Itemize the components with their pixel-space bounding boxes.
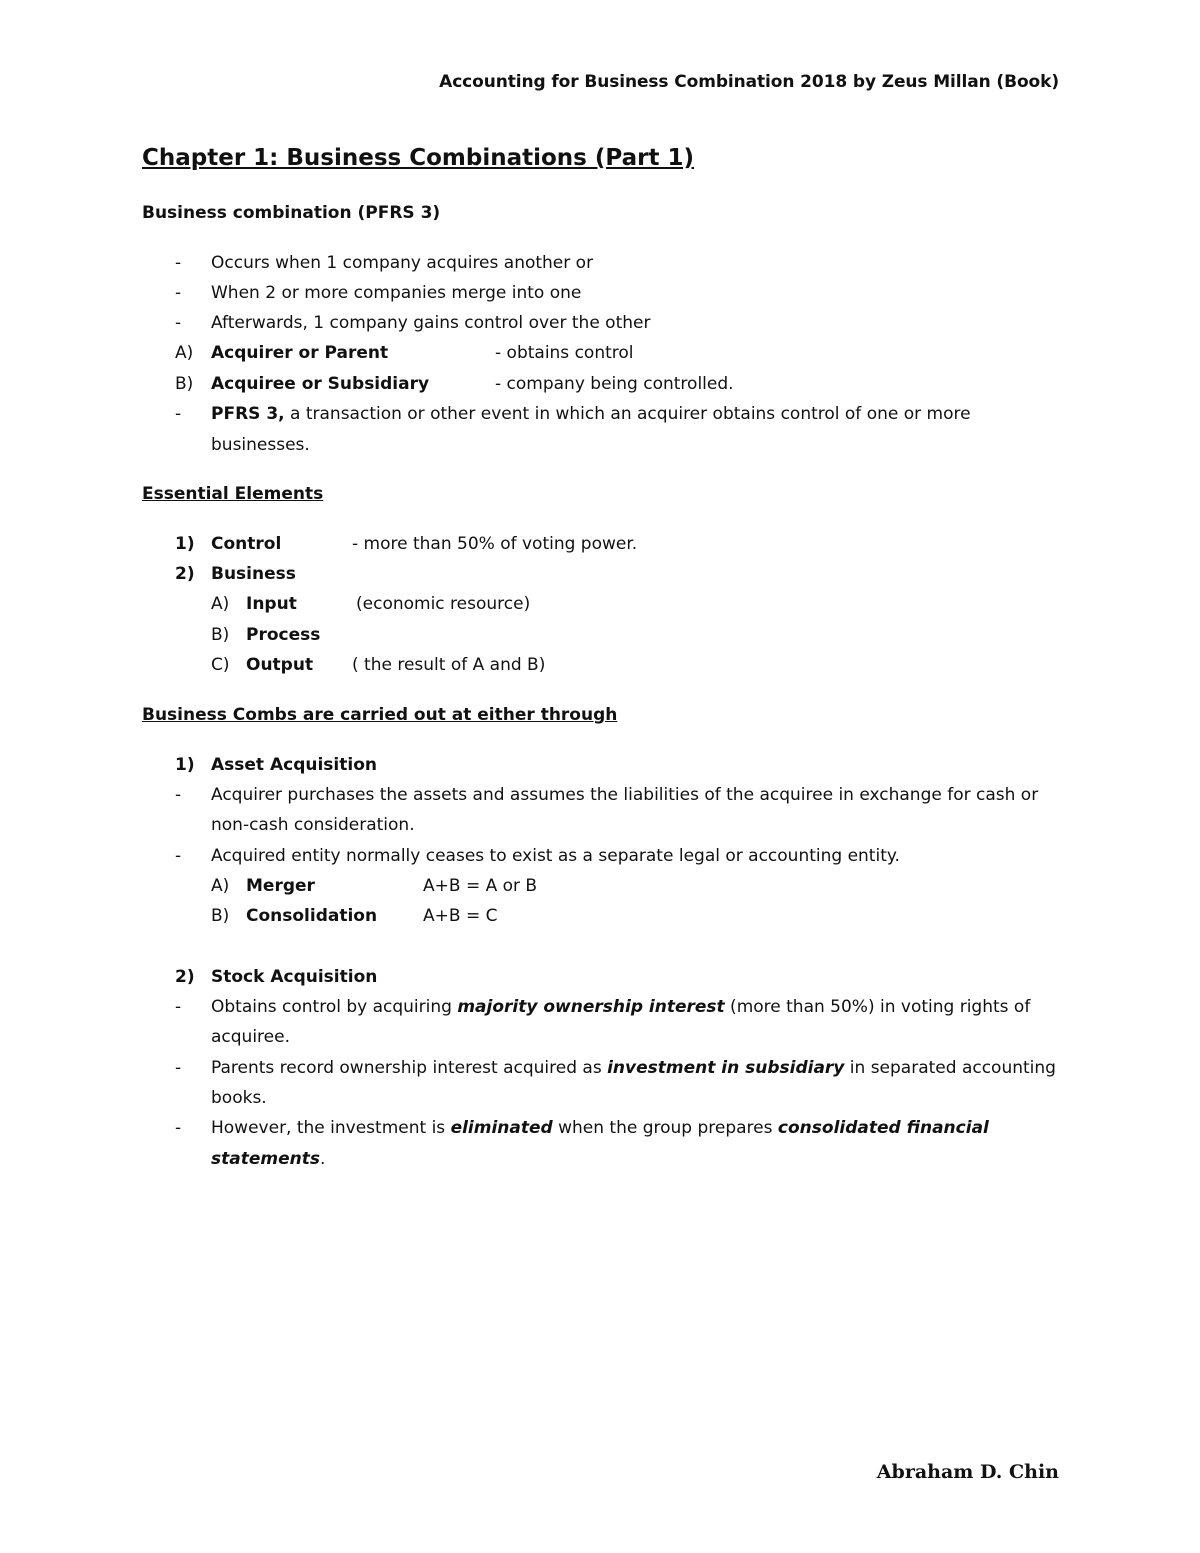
bullet-marker: - <box>175 404 182 424</box>
acquiree-desc: - company being controlled. <box>495 374 734 394</box>
pfrs-text: a transaction or other event in which an acquirer obtains control of one or more <box>284 404 971 424</box>
control-desc: - more than 50% of voting power. <box>352 534 638 554</box>
control-term: Control <box>211 534 282 554</box>
business-term: Business <box>211 564 296 584</box>
merger-term: Merger <box>246 876 315 896</box>
emphasis-text: consolidated financial <box>777 1118 989 1138</box>
list-item: Occurs when 1 company acquires another or <box>211 253 594 273</box>
pfrs-definition <box>211 404 971 424</box>
section-heading-essential-elements: Essential Elements <box>142 484 324 504</box>
asset-acquisition-title: Asset Acquisition <box>211 755 377 775</box>
list-item-cont <box>211 1149 325 1169</box>
list-marker: B) <box>211 625 230 645</box>
input-desc: (economic resource) <box>356 594 531 614</box>
list-item: Acquirer purchases the assets and assumes the liabilities of the acquiree in exchange for cash or <box>211 785 1039 805</box>
list-item: When 2 or more companies merge into one <box>211 283 582 303</box>
bullet-marker: - <box>175 253 182 273</box>
emphasis-text: majority ownership interest <box>457 997 725 1017</box>
list-marker: B) <box>175 374 194 394</box>
list-item-cont: acquiree. <box>211 1027 290 1047</box>
bullet-marker: - <box>175 1058 182 1078</box>
emphasis-text: eliminated <box>450 1118 553 1138</box>
list-item-cont: books. <box>211 1088 267 1108</box>
text-run: . <box>319 1149 326 1169</box>
list-item-cont: non-cash consideration. <box>211 815 415 835</box>
section-heading-business-combination: Business combination (PFRS 3) <box>142 203 441 223</box>
text-run: when the group prepares <box>552 1118 778 1138</box>
text-run: However, the investment is <box>211 1118 451 1138</box>
process-term: Process <box>246 625 321 645</box>
chapter-title: Chapter 1: Business Combinations (Part 1) <box>142 145 694 171</box>
output-term: Output <box>246 655 314 675</box>
emphasis-text: statements <box>211 1149 320 1169</box>
emphasis-text: investment in subsidiary <box>607 1058 845 1078</box>
author-signature: Abraham D. Chin <box>876 1461 1059 1483</box>
merger-formula: A+B = A or B <box>423 876 538 896</box>
acquirer-term: Acquirer or Parent <box>211 343 389 363</box>
bullet-marker: - <box>175 313 182 333</box>
list-marker: C) <box>211 655 230 675</box>
bullet-marker: - <box>175 846 182 866</box>
text-run: in separated accounting <box>844 1058 1056 1078</box>
bullet-marker: - <box>175 785 182 805</box>
pfrs-term: PFRS 3, <box>211 404 285 424</box>
bullet-marker: - <box>175 1118 182 1138</box>
list-item: Afterwards, 1 company gains control over the other <box>211 313 651 333</box>
list-marker: A) <box>211 594 230 614</box>
consolidation-term: Consolidation <box>246 906 378 926</box>
list-item <box>211 1118 989 1138</box>
list-marker: A) <box>175 343 194 363</box>
list-marker: 1) <box>175 534 195 554</box>
list-item: Acquired entity normally ceases to exist as a separate legal or accounting entity. <box>211 846 900 866</box>
list-marker: 2) <box>175 564 195 584</box>
text-run: Parents record ownership interest acquired as <box>211 1058 608 1078</box>
list-marker: A) <box>211 876 230 896</box>
acquirer-desc: - obtains control <box>495 343 634 363</box>
list-marker: 2) <box>175 967 195 987</box>
section-heading-business-combs: Business Combs are carried out at either through <box>142 705 618 725</box>
bullet-marker: - <box>175 997 182 1017</box>
list-item <box>211 1058 1056 1078</box>
list-marker: B) <box>211 906 230 926</box>
stock-acquisition-title: Stock Acquisition <box>211 967 378 987</box>
bullet-marker: - <box>175 283 182 303</box>
consolidation-formula: A+B = C <box>423 906 498 926</box>
output-desc: ( the result of A and B) <box>352 655 546 675</box>
list-item <box>211 997 1030 1017</box>
acquiree-term: Acquiree or Subsidiary <box>211 374 430 394</box>
page-header: Accounting for Business Combination 2018 by Zeus Millan (Book) <box>439 72 1059 92</box>
text-run: Obtains control by acquiring <box>211 997 458 1017</box>
text-run: (more than 50%) in voting rights of <box>724 997 1031 1017</box>
list-marker: 1) <box>175 755 195 775</box>
input-term: Input <box>246 594 297 614</box>
pfrs-definition-cont: businesses. <box>211 435 310 455</box>
